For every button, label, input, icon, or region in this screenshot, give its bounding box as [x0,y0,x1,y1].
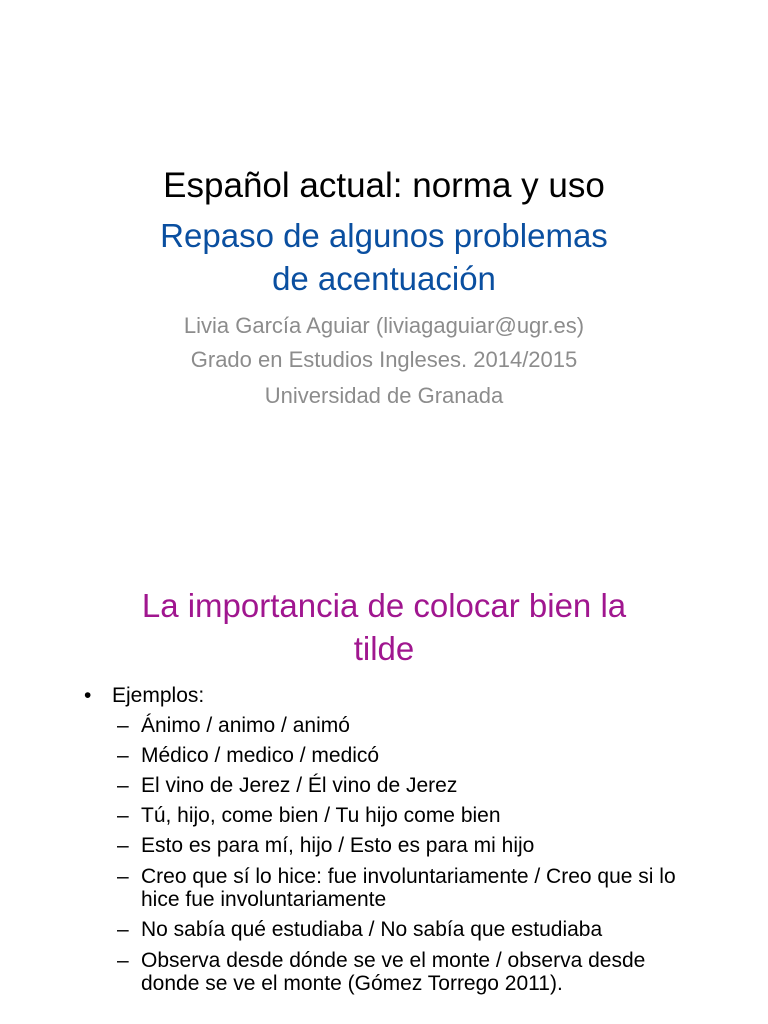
slide-heading [0,584,768,670]
presentation-title: Español actual: norma y uso [163,166,605,205]
bullet-symbol: • [84,684,92,707]
example-item [117,804,677,827]
example-item [117,744,677,767]
example-text: Observa desde dónde se ve el monte / observa desde donde se ve el monte (Gómez Torrego 2011). [141,949,646,995]
heading-line-2: tilde [353,630,415,667]
bullet-label: Ejemplos: [112,684,205,707]
example-text: Esto es para mí, hijo / Esto es para mi hijo [141,834,535,857]
subtitle-line-1: Repaso de algunos problemas [160,217,608,254]
degree-name: Grado en Estudios Ingleses. 2014/2015 [190,347,578,372]
heading-line-1: La importancia de colocar bien la [141,587,627,624]
example-text: Creo que sí lo hice: fue involuntariamente / Creo que si lo hice fue involuntariamente [141,865,676,911]
university-name: Universidad de Granada [264,383,504,408]
dash-symbol: – [117,744,129,767]
dash-symbol: – [117,804,129,827]
bullet-item [84,683,204,709]
dash-symbol: – [117,774,129,797]
dash-symbol: – [117,834,129,857]
subtitle-line-2: de acentuación [272,260,496,297]
example-text: Médico / medico / medicó [141,744,380,767]
dash-symbol: – [117,865,129,888]
presentation-subtitle [0,214,768,300]
example-item [117,774,677,797]
example-text: No sabía qué estudiaba / No sabía que estudiaba [141,918,603,941]
example-item [117,865,677,911]
example-item [117,918,677,941]
example-text: Ánimo / animo / animó [141,714,350,737]
example-item [117,834,677,857]
author-name: Livia García Aguiar (liviagaguiar@ugr.es) [183,313,585,338]
dash-symbol: – [117,918,129,941]
dash-symbol: – [117,949,129,972]
example-text: El vino de Jerez / Él vino de Jerez [141,774,458,797]
example-item [117,949,677,995]
example-item [117,714,677,737]
example-text: Tú, hijo, come bien / Tu hijo come bien [141,804,501,827]
dash-symbol: – [117,714,129,737]
